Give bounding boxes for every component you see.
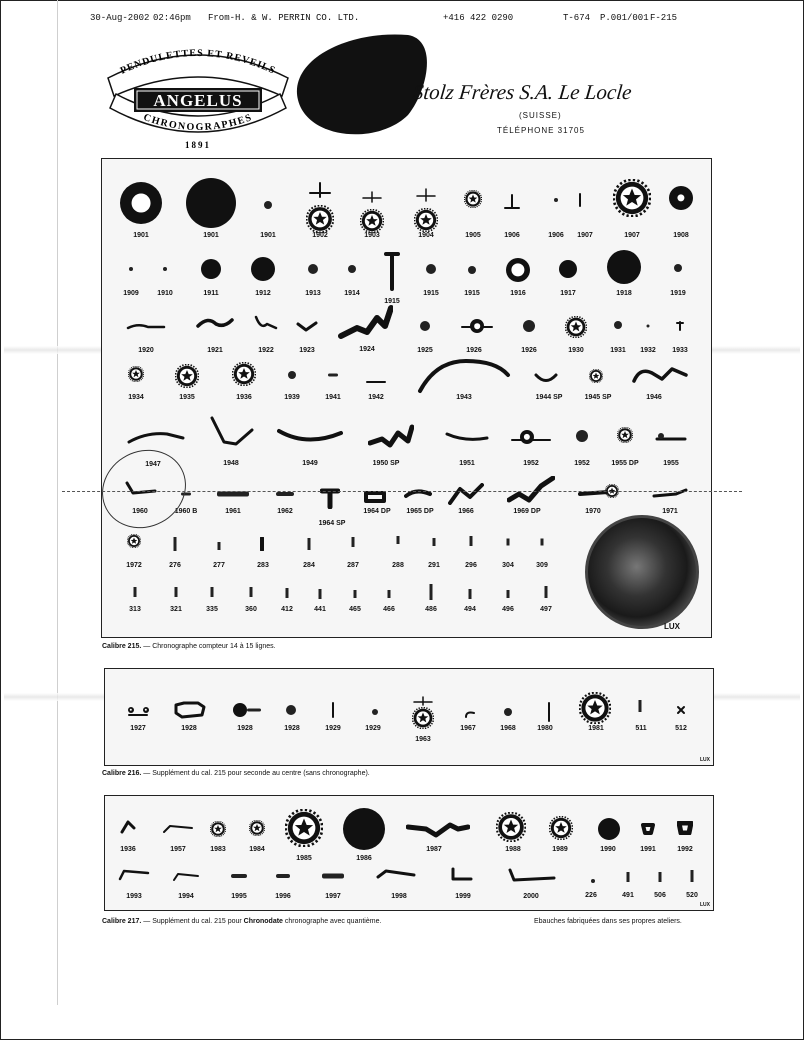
- gear-icon: [285, 809, 323, 847]
- part-number: 1901: [133, 232, 149, 239]
- ink-blot-shape: [288, 30, 430, 140]
- part-number: 1906: [504, 232, 520, 239]
- pinion-icon: [658, 433, 664, 439]
- company-name: Stolz Frères S.A. Le Locle: [411, 80, 633, 104]
- part-number: 1952: [574, 460, 590, 467]
- screw-icon: [541, 539, 544, 546]
- bridge-icon: [258, 537, 266, 551]
- logo-top-text: PENDULETTES ET REVEILS: [118, 47, 278, 77]
- part-number: 1949: [302, 460, 318, 467]
- part-number: 494: [464, 606, 476, 613]
- bridge-icon: [675, 319, 685, 331]
- part-number: 1968: [500, 725, 516, 732]
- lever-icon: [276, 874, 290, 878]
- bridge-icon: [118, 868, 150, 880]
- pinion-icon: [308, 264, 318, 274]
- bridge-icon: [632, 363, 688, 385]
- part-number: 1901: [203, 232, 219, 239]
- wheel-icon: [251, 257, 275, 281]
- part-number: 1925: [417, 347, 433, 354]
- wheel-hole: [145, 709, 147, 711]
- lux-mark: LUX: [700, 757, 710, 763]
- bridge-icon: [577, 193, 583, 207]
- part-number: 1986: [356, 855, 372, 862]
- bridge-icon: [412, 693, 434, 703]
- screw-icon: [175, 587, 178, 597]
- part-number: 497: [540, 606, 552, 613]
- lux-mark: LUX: [700, 902, 710, 908]
- bridge-icon: [676, 702, 686, 712]
- part-number: 520: [686, 892, 698, 899]
- part-number: 1915: [464, 290, 480, 297]
- part-number: 2000: [523, 893, 539, 900]
- screw-icon: [250, 587, 253, 597]
- screw-icon: [659, 872, 662, 882]
- fax-time: 02:46pm: [153, 13, 191, 23]
- part-number: 441: [314, 606, 326, 613]
- gear-icon: [232, 362, 256, 386]
- part-number: 1951: [459, 460, 475, 467]
- screw-icon: [545, 586, 548, 598]
- screw-icon: [470, 536, 473, 546]
- part-number: 1918: [616, 290, 632, 297]
- pinion-icon: [504, 708, 512, 716]
- bridge-icon: [337, 304, 393, 342]
- part-number: 226: [585, 892, 597, 899]
- part-number: 1964 DP: [363, 508, 391, 515]
- part-number: 1928: [237, 725, 253, 732]
- bridge-icon: [127, 430, 185, 444]
- bridge-icon: [120, 818, 136, 834]
- bridge-icon: [546, 702, 552, 722]
- part-number: 1961: [225, 508, 241, 515]
- part-number: 1969 DP: [513, 508, 541, 515]
- lever-icon: [247, 709, 261, 712]
- calibre-215-caption: Calibre 215. — Chronographe compteur 14 à 15 lignes.: [102, 643, 276, 650]
- gear-icon: [549, 816, 573, 840]
- part-number: 1989: [552, 846, 568, 853]
- gear-icon: [306, 205, 334, 233]
- part-number: 1932: [640, 347, 656, 354]
- screw-icon: [430, 584, 433, 600]
- bridge-icon: [416, 357, 512, 395]
- wheel-icon: [201, 259, 221, 279]
- part-number: 1939: [284, 394, 300, 401]
- part-number: 1930: [568, 347, 584, 354]
- screw-icon: [433, 538, 436, 546]
- fax-page: P.001/001: [600, 13, 649, 23]
- part-number: 1928: [284, 725, 300, 732]
- logo-year: 1891: [185, 140, 211, 150]
- part-number: 1929: [365, 725, 381, 732]
- part-number: 1912: [255, 290, 271, 297]
- wheel-icon: [607, 250, 641, 284]
- wheel-hole: [524, 434, 530, 440]
- part-number: 1983: [210, 846, 226, 853]
- bridge-icon: [277, 427, 343, 445]
- screw-icon: [388, 590, 391, 598]
- part-number: 1960 B: [174, 508, 198, 515]
- pinion-icon: [591, 879, 595, 883]
- part-number: 309: [536, 562, 548, 569]
- calibre-217-caption: Calibre 217. — Supplément du cal. 215 pour Chronodate chronographe avec quantième.: [102, 918, 382, 925]
- pinion-icon: [614, 321, 622, 329]
- part-number: 1924: [359, 346, 375, 353]
- part-number: 1987: [426, 846, 442, 853]
- screw-icon: [134, 587, 137, 597]
- gear-icon: [613, 179, 651, 217]
- part-number: 1928: [181, 725, 197, 732]
- bridge-icon: [506, 868, 556, 884]
- wheel-hole: [474, 323, 480, 329]
- part-number: 276: [169, 562, 181, 569]
- part-number: 1992: [677, 846, 693, 853]
- bridge-icon: [172, 701, 208, 719]
- company-telephone: TÉLÉPHONE 31705: [497, 126, 585, 135]
- bridge-icon: [253, 314, 279, 332]
- wheel-hole: [677, 194, 684, 201]
- bridge-icon: [641, 822, 655, 834]
- part-number: 296: [465, 562, 477, 569]
- part-number: 1947: [145, 461, 161, 468]
- wheel-icon: [186, 178, 236, 228]
- part-number: 1906: [548, 232, 564, 239]
- bridge-icon: [308, 181, 332, 199]
- part-number: 486: [425, 606, 437, 613]
- pinion-icon: [348, 265, 356, 273]
- part-number: 1960: [132, 508, 148, 515]
- bridge-icon: [448, 483, 484, 505]
- screw-icon: [691, 870, 694, 882]
- screw-icon: [639, 700, 642, 712]
- part-number: 512: [675, 725, 687, 732]
- part-number: 1997: [325, 893, 341, 900]
- calibre-216-caption: Calibre 216. — Supplément du cal. 215 pour seconde au centre (sans chronographe).: [102, 770, 370, 777]
- angelus-logo: [100, 38, 296, 150]
- ebauches-note: Ebauches fabriquées dans ses propres ateliers.: [534, 918, 682, 925]
- wheel-hole: [511, 263, 524, 276]
- part-number: 1902: [312, 232, 328, 239]
- pinion-icon: [264, 201, 272, 209]
- part-number: 506: [654, 892, 666, 899]
- part-number: 1945 SP: [584, 394, 612, 401]
- part-number: 1955 DP: [611, 460, 639, 467]
- part-number: 284: [303, 562, 315, 569]
- bridge-icon: [196, 314, 234, 330]
- fax-t-code: T-674: [563, 13, 591, 23]
- screw-icon: [397, 536, 400, 544]
- part-number: 1948: [223, 460, 239, 467]
- bridge-icon: [652, 487, 688, 499]
- part-number: 1971: [662, 508, 678, 515]
- pinion-icon: [129, 267, 133, 271]
- screw-icon: [174, 537, 177, 551]
- part-number: 1988: [505, 846, 521, 853]
- part-number: 1941: [325, 394, 341, 401]
- part-number: 1935: [179, 394, 195, 401]
- wheel-icon: [343, 808, 385, 850]
- part-number: 360: [245, 606, 257, 613]
- bridge-icon: [677, 821, 693, 835]
- wheel-icon: [506, 258, 530, 282]
- wheel-icon: [669, 186, 693, 210]
- part-number: 288: [392, 562, 404, 569]
- bridge-icon: [368, 423, 414, 449]
- part-number: 287: [347, 562, 359, 569]
- part-number: 1995: [231, 893, 247, 900]
- part-number: 511: [635, 725, 647, 732]
- fax-noise-line: [62, 491, 742, 492]
- part-number: 1927: [130, 725, 146, 732]
- part-number: 1933: [672, 347, 688, 354]
- wheel-icon: [120, 182, 162, 224]
- part-number: 1994: [178, 893, 194, 900]
- pinion-icon: [647, 325, 650, 328]
- part-number: 1990: [600, 846, 616, 853]
- bridge-icon: [362, 190, 382, 202]
- lever-icon: [217, 492, 249, 497]
- part-number: 1943: [456, 394, 472, 401]
- wheel-icon: [143, 707, 149, 713]
- bridge-icon: [330, 702, 336, 718]
- pinion-icon: [288, 371, 296, 379]
- gear-icon: [249, 820, 265, 836]
- screw-icon: [286, 588, 289, 598]
- part-number: 1911: [203, 290, 219, 297]
- wheel-hole: [130, 709, 132, 711]
- bridge-icon: [534, 371, 558, 383]
- part-number: 1998: [391, 893, 407, 900]
- pinion-icon: [674, 264, 682, 272]
- gear-icon: [360, 209, 384, 233]
- part-number: 412: [281, 606, 293, 613]
- pinion-icon: [523, 320, 535, 332]
- wheel-icon: [470, 319, 484, 333]
- screw-icon: [211, 587, 214, 597]
- bridge-icon: [206, 416, 256, 450]
- wheel-icon: [520, 430, 534, 444]
- part-number: 1934: [128, 394, 144, 401]
- lever-icon: [231, 874, 247, 878]
- bridge-icon: [365, 373, 387, 381]
- part-number: 1984: [249, 846, 265, 853]
- part-number: 1907: [577, 232, 593, 239]
- part-number: 1944 SP: [535, 394, 563, 401]
- pinion-icon: [286, 705, 296, 715]
- part-number: 1985: [296, 855, 312, 862]
- part-number: 1914: [344, 290, 360, 297]
- screw-icon: [354, 590, 357, 598]
- fax-phone: +416 422 0290: [443, 13, 514, 23]
- page-edge-line: [57, 0, 58, 1005]
- part-number: 1907: [624, 232, 640, 239]
- logo-bottom-text: CHRONOGRAPHES: [141, 111, 255, 134]
- part-number: 1963: [415, 736, 431, 743]
- part-number: 321: [170, 606, 182, 613]
- part-number: 1972: [126, 562, 142, 569]
- part-number: 277: [213, 562, 225, 569]
- part-number: 1966: [458, 508, 474, 515]
- gear-icon: [175, 364, 199, 388]
- gear-icon: [565, 316, 587, 338]
- pinion-icon: [372, 709, 378, 715]
- part-number: 1920: [138, 347, 154, 354]
- part-number: 1967: [460, 725, 476, 732]
- screw-icon: [352, 537, 355, 547]
- part-number: 1936: [236, 394, 252, 401]
- gear-icon: [128, 366, 144, 382]
- part-number: 335: [206, 606, 218, 613]
- part-number: 1965 DP: [406, 508, 434, 515]
- part-number: 1952: [523, 460, 539, 467]
- part-number: 1913: [305, 290, 321, 297]
- bridge-icon: [382, 251, 402, 291]
- pinion-icon: [576, 430, 588, 442]
- part-number: 1915: [423, 290, 439, 297]
- part-number: 1903: [364, 232, 380, 239]
- bridge-icon: [376, 868, 416, 880]
- bridge-icon: [416, 188, 436, 202]
- part-number: 313: [129, 606, 141, 613]
- gear-icon: [617, 427, 633, 443]
- part-number: 1970: [585, 508, 601, 515]
- lever-icon: [328, 374, 338, 377]
- gear-icon: [464, 190, 482, 208]
- fax-from: From-H. & W. PERRIN CO. LTD.: [208, 13, 360, 23]
- part-number: 1908: [673, 232, 689, 239]
- gear-icon: [127, 534, 141, 548]
- part-number: 1921: [207, 347, 223, 354]
- bridge-icon: [406, 821, 470, 839]
- part-number: 1955: [663, 460, 679, 467]
- part-number: 1993: [126, 893, 142, 900]
- part-number: 1922: [258, 347, 274, 354]
- wheel-icon: [559, 260, 577, 278]
- part-number: 1981: [588, 725, 604, 732]
- wheel-icon: [128, 707, 134, 713]
- part-number: 1980: [537, 725, 553, 732]
- company-country: (SUISSE): [519, 111, 562, 120]
- bridge-icon: [464, 706, 476, 716]
- part-number: 1957: [170, 846, 186, 853]
- part-number: 1991: [640, 846, 656, 853]
- screw-icon: [319, 589, 322, 599]
- wheel-hole: [132, 194, 151, 213]
- logo-brand: ANGELUS: [153, 91, 243, 110]
- part-number: 466: [383, 606, 395, 613]
- bridge-icon: [126, 318, 166, 328]
- wheel-icon: [233, 703, 247, 717]
- gear-icon: [496, 812, 526, 842]
- movement-photo: [585, 515, 699, 629]
- part-number: 1929: [325, 725, 341, 732]
- part-number: 1946: [646, 394, 662, 401]
- pinion-icon: [420, 321, 430, 331]
- gear-icon: [579, 692, 611, 724]
- part-number: 1942: [368, 394, 384, 401]
- fax-date: 30-Aug-2002: [90, 13, 150, 23]
- part-number: 1917: [560, 290, 576, 297]
- part-number: 1915: [384, 298, 400, 305]
- part-number: 1950 SP: [372, 460, 400, 467]
- part-number: 304: [502, 562, 514, 569]
- part-number: 1904: [418, 232, 434, 239]
- bridge-icon: [296, 319, 318, 331]
- part-number: 1923: [299, 347, 315, 354]
- gear-icon: [414, 208, 438, 232]
- screw-icon: [469, 589, 472, 599]
- bridge-icon: [404, 486, 432, 500]
- part-number: 291: [428, 562, 440, 569]
- part-number: 491: [622, 892, 634, 899]
- fax-f-code: F-215: [650, 13, 678, 23]
- screw-icon: [507, 539, 510, 546]
- part-number: 1910: [157, 290, 173, 297]
- pinion-icon: [554, 198, 558, 202]
- pinion-icon: [163, 267, 167, 271]
- lever-icon: [322, 874, 344, 879]
- screw-icon: [627, 872, 630, 882]
- part-number: 1909: [123, 290, 139, 297]
- part-number: 1926: [521, 347, 537, 354]
- gear-icon: [210, 821, 226, 837]
- pinion-icon: [426, 264, 436, 274]
- pinion-icon: [468, 266, 476, 274]
- part-number: 1919: [670, 290, 686, 297]
- part-number: 496: [502, 606, 514, 613]
- bridge-icon: [162, 821, 194, 831]
- bridge-icon: [503, 194, 521, 210]
- screw-icon: [308, 538, 311, 550]
- part-number: 1901: [260, 232, 276, 239]
- lux-mark: LUX: [664, 622, 680, 631]
- part-number: 1964 SP: [318, 520, 346, 527]
- part-number: 1905: [465, 232, 481, 239]
- screw-icon: [218, 542, 221, 550]
- part-number: 1999: [455, 893, 471, 900]
- gear-icon: [589, 369, 603, 383]
- part-number: 1996: [275, 893, 291, 900]
- lever-icon: [276, 492, 294, 496]
- bridge-icon: [172, 869, 200, 879]
- wheel-icon: [598, 818, 620, 840]
- part-number: 1916: [510, 290, 526, 297]
- screw-icon: [507, 590, 510, 598]
- part-number: 283: [257, 562, 269, 569]
- part-number: 1926: [466, 347, 482, 354]
- part-number: 1962: [277, 508, 293, 515]
- gear-icon: [412, 707, 434, 729]
- part-number: 1936: [120, 846, 136, 853]
- part-number: 465: [349, 606, 361, 613]
- part-number: 1931: [610, 347, 626, 354]
- bridge-icon: [449, 867, 473, 881]
- bridge-icon: [445, 430, 489, 444]
